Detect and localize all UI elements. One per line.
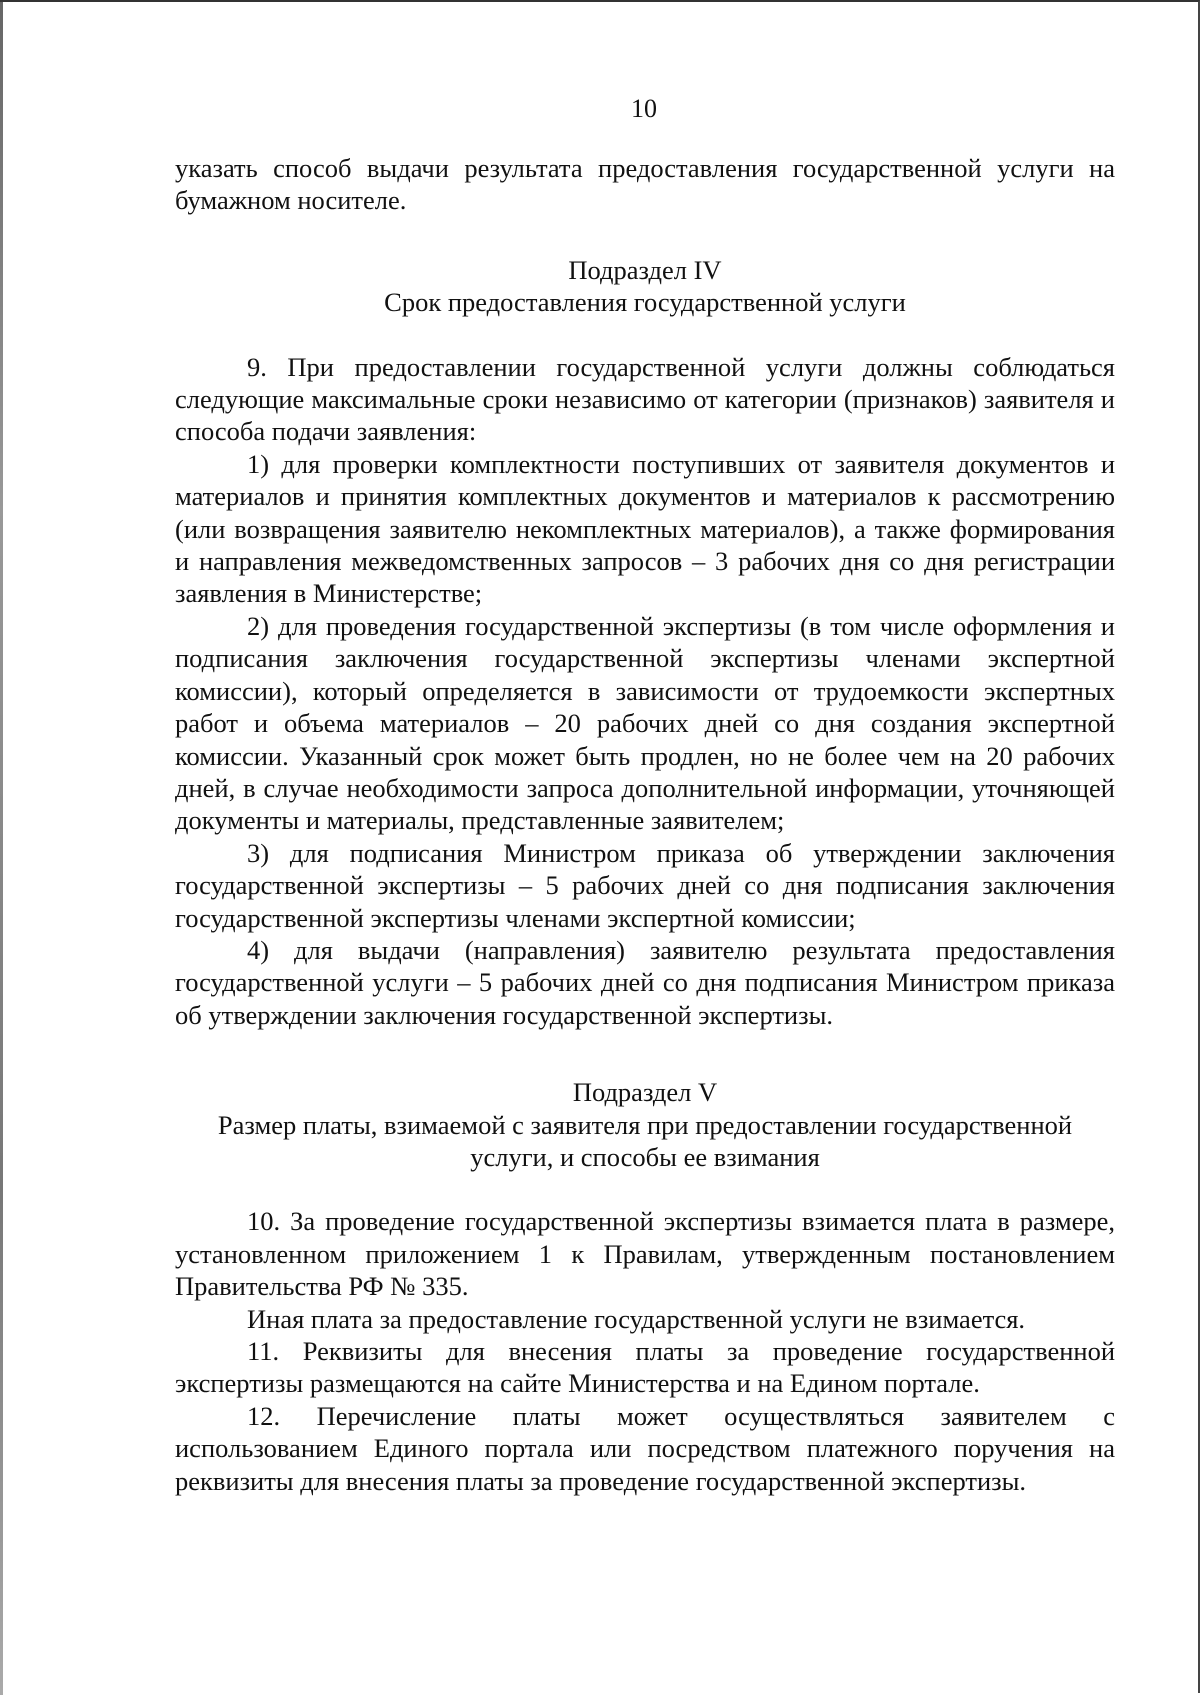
paragraph-9-item-3: 3) для подписания Министром приказа об утверждении заключения государственной экспертизы – 5 рабочих дней со дня подписания заключения государственной экспертизы членами экспертной комиссии; <box>175 837 1115 933</box>
paragraph-9-item-4: 4) для выдачи (направления) заявителю результата предоставления государственной услуги – 5 рабочих дней со дня подписания Министром приказа об утверждении заключения государственной экспертизы. <box>175 934 1115 1030</box>
page-edge-shadow <box>0 2 3 1695</box>
paragraph-10: 10. За проведение государственной экспертизы взимается плата в размере, установленном приложением 1 к Правилам, утвержденным постановлением Правительства РФ № 335. <box>175 1206 1115 1302</box>
paragraph-11: 11. Реквизиты для внесения платы за проведение государственной экспертизы размещаются на сайте Министерства и на Едином портале. <box>175 1336 1115 1399</box>
page-number: 10 <box>631 94 657 123</box>
paragraph-12: 12. Перечисление платы может осуществляться заявителем с использованием Единого портала или посредством платежного поручения на реквизиты для внесения платы за проведение государственной экспертизы. <box>175 1400 1115 1496</box>
paragraph-9-item-1: 1) для проверки комплектности поступивших от заявителя документов и материалов и принятия комплектных документов и материалов к рассмотрению (или возвращения заявителю некомплектных материалов), а также формирования и направления межведомственных запросов – 3 рабочих дня со дня регистрации заявления в Министерстве; <box>175 448 1115 609</box>
document-body <box>175 152 1115 1497</box>
subsection-iv-label: Подраздел IV <box>568 254 722 285</box>
subsection-iv-body <box>175 351 1115 1032</box>
subsection-v-body <box>175 1205 1115 1497</box>
paragraph-10-note: Иная плата за предоставление государственной услуги не взимается. <box>247 1303 1026 1334</box>
paragraph-9-item-2: 2) для проведения государственной экспертизы (в том числе оформления и подписания заключения государственной экспертизы членами экспертной комиссии), который определяется в зависимости от трудоемкости экспертных работ и объема материалов – 20 рабочих дней со дня создания экспертной комиссии. Указанный срок может быть продлен, но не более чем на 20 рабочих дней, в случае необходимости запроса дополнительной информации, уточняющей документы и материалы, представленные заявителем; <box>175 610 1115 836</box>
subsection-v-label: Подраздел V <box>572 1077 718 1108</box>
paragraph-9: 9. При предоставлении государственной услуги должны соблюдаться следующие максимальные сроки независимо от категории (признаков) заявителя и способа подачи заявления: <box>175 351 1115 447</box>
intro-paragraph: указать способ выдачи результата предоставления государственной услуги на бумажном носителе. <box>175 153 1115 216</box>
subsection-v-title-line1: Размер платы, взимаемой с заявителя при предоставлении государственной <box>217 1109 1073 1140</box>
subsection-v-title-line2: услуги, и способы ее взимания <box>470 1141 820 1172</box>
subsection-iv-title: Срок предоставления государственной услуги <box>384 287 906 318</box>
